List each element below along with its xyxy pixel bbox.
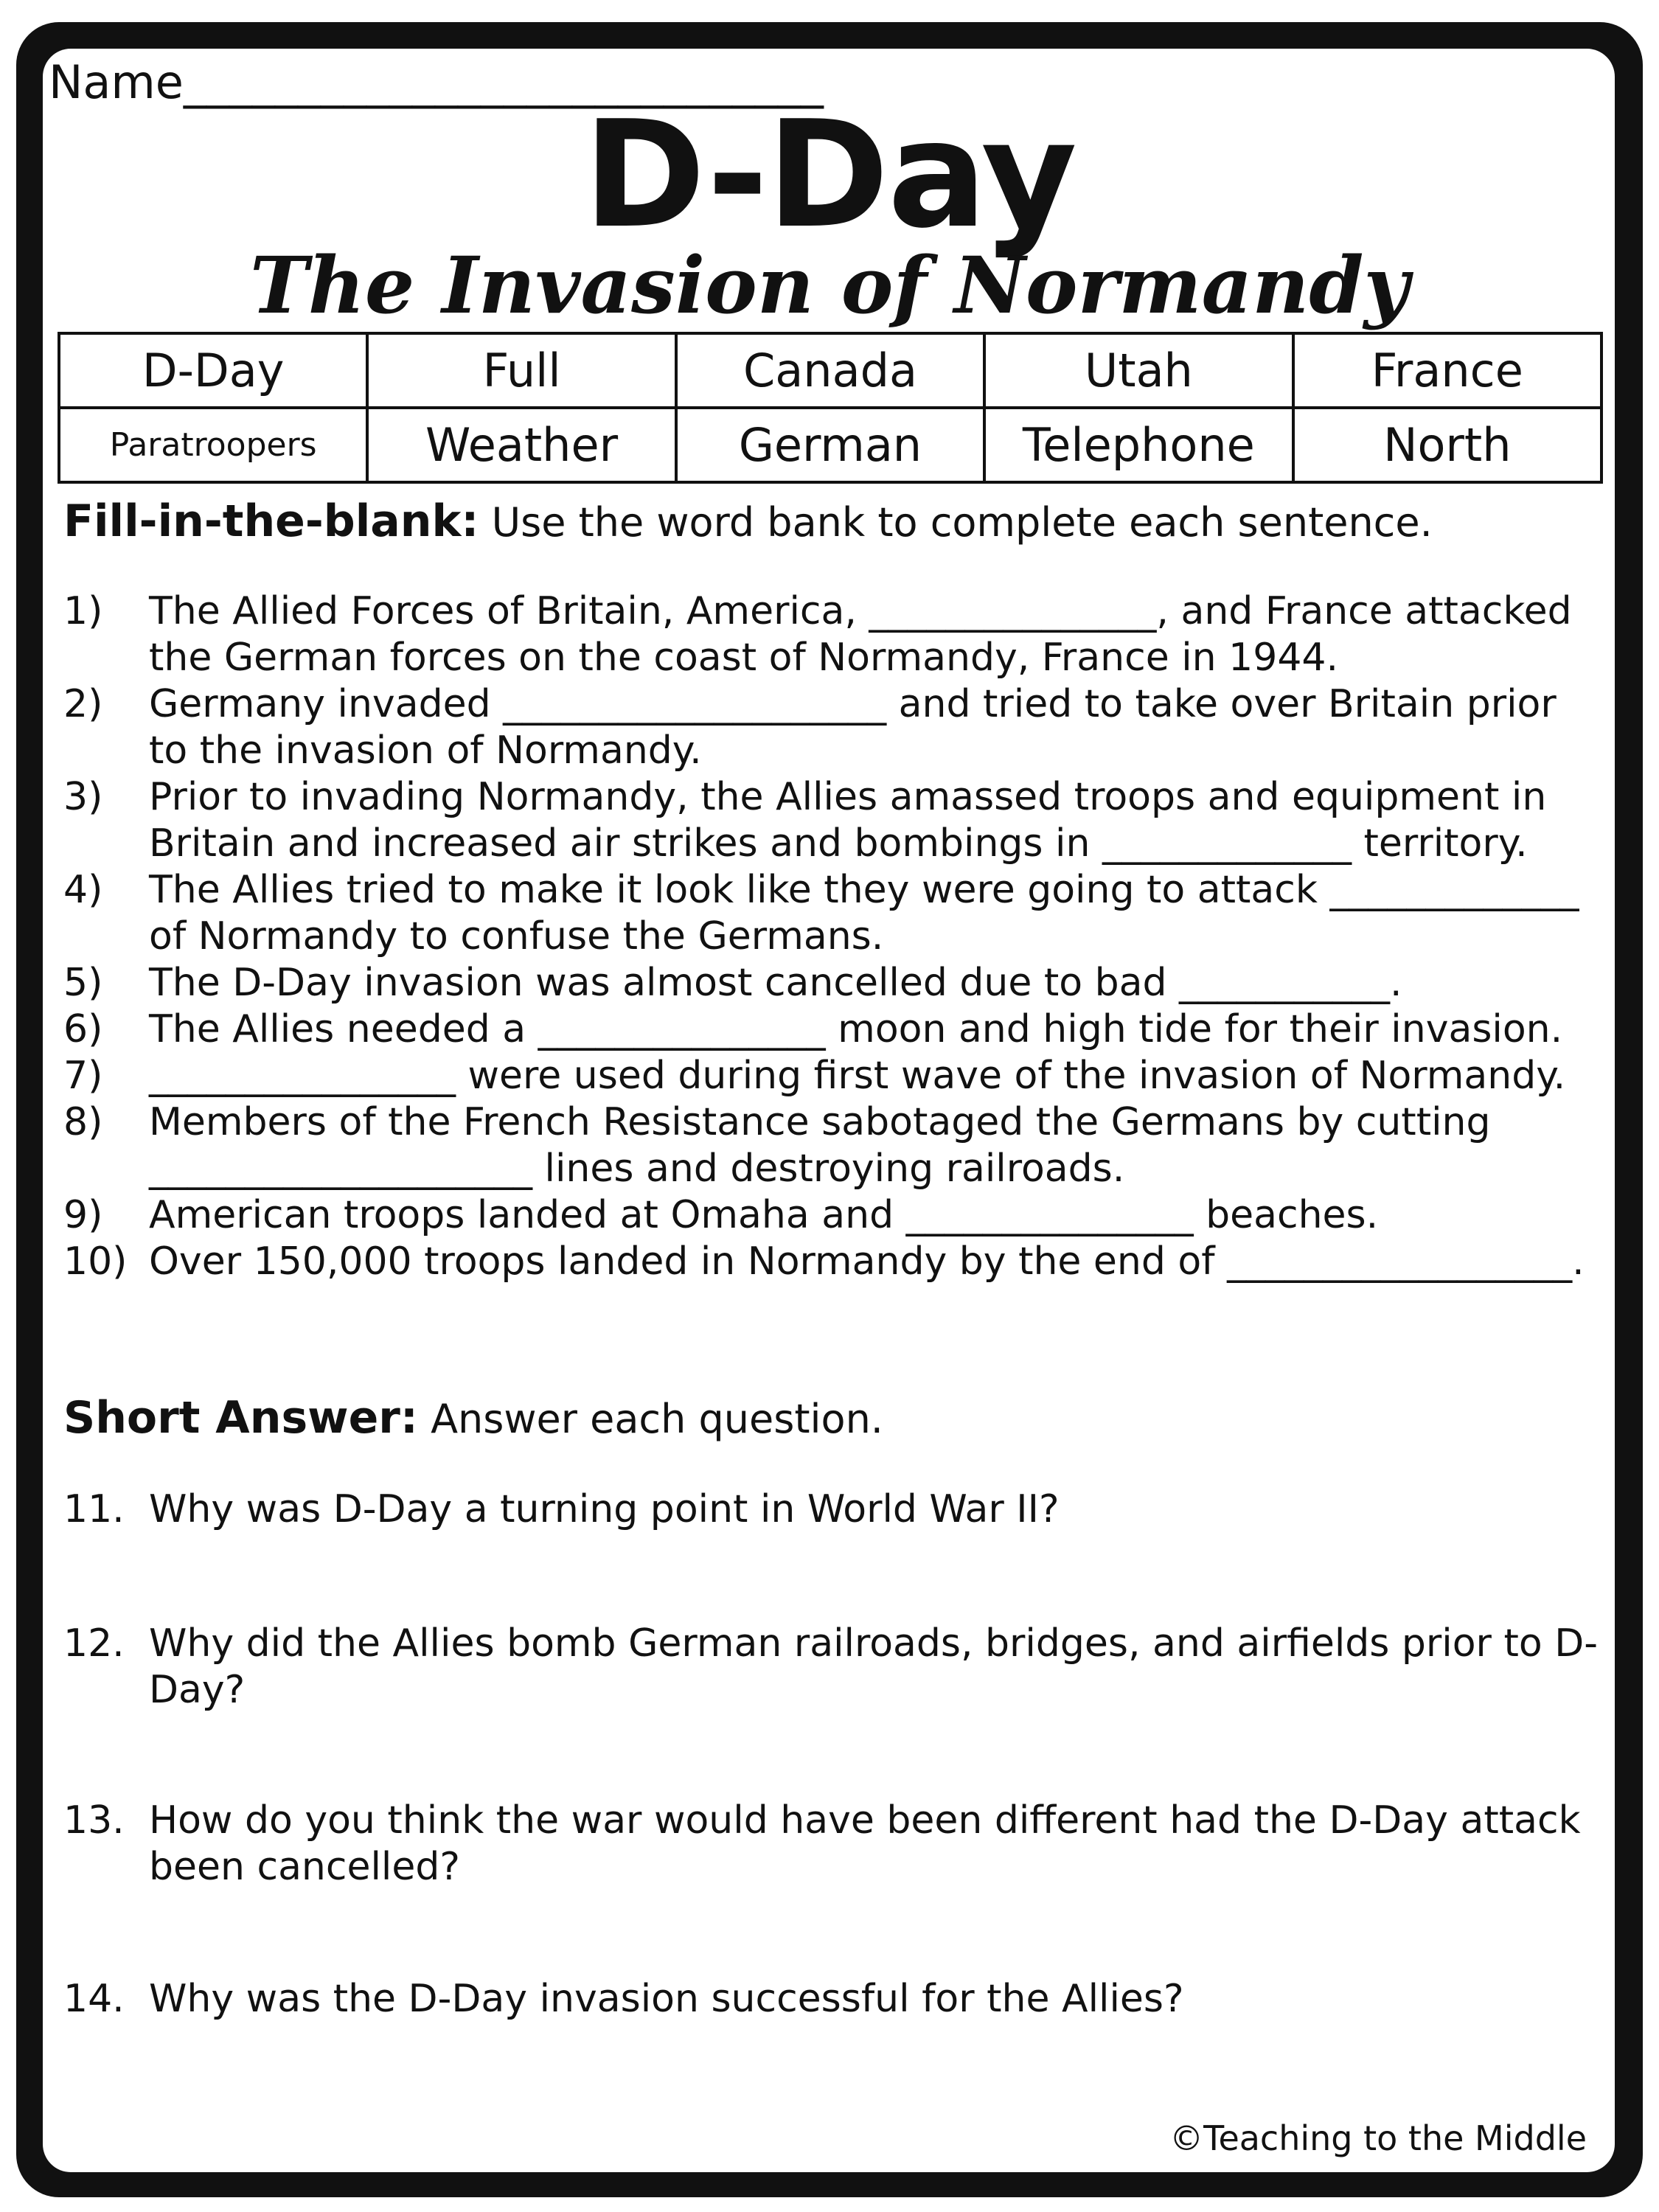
item-number: 7) — [63, 1054, 103, 1098]
word-bank-cell: German — [676, 408, 984, 482]
item-text: Why did the Allies bomb German railroads, bridges, and airfields prior to D-Day? — [149, 1621, 1599, 1712]
item-number: 9) — [63, 1193, 103, 1237]
fill-in-item[interactable] — [63, 1006, 1604, 1053]
item-number: 2) — [63, 682, 103, 726]
item-number: 14. — [63, 1977, 125, 2021]
item-text: How do you think the war would have been different had the D-Day attack been cancelled? — [149, 1798, 1581, 1889]
name-blank[interactable]: ____________________________ — [183, 55, 824, 109]
fill-in-item[interactable] — [63, 588, 1604, 681]
worksheet-title: D-Day — [583, 89, 1076, 261]
word-bank-row — [59, 408, 1601, 482]
item-number: 12. — [63, 1621, 125, 1666]
item-text: Germany invaded ____________________ and tried to take over Britain prior to the invasion of Normandy. — [149, 682, 1557, 773]
item-text: ________________ were used during first wave of the invasion of Normandy. — [149, 1054, 1566, 1098]
word-bank-cell: D-Day — [59, 333, 367, 408]
item-number: 13. — [63, 1798, 125, 1843]
fill-in-header — [63, 495, 1433, 549]
item-text: The Allies tried to make it look like they were going to attack _____________ of Normandy to confuse the Germans. — [149, 868, 1579, 959]
worksheet-subtitle: The Invasion of Normandy — [249, 239, 1410, 331]
item-text: Members of the French Resistance sabotaged the Germans by cutting ____________________ lines and destroying railroads. — [149, 1100, 1491, 1191]
copyright-footer: ©Teaching to the Middle — [1169, 2118, 1587, 2158]
fill-in-item[interactable] — [63, 867, 1604, 960]
word-bank — [58, 332, 1603, 484]
fill-in-item[interactable] — [63, 681, 1604, 774]
item-number: 6) — [63, 1007, 103, 1051]
item-number: 10) — [63, 1239, 128, 1284]
word-bank-cell: North — [1293, 408, 1601, 482]
name-label: Name — [49, 55, 184, 109]
word-bank-cell: France — [1293, 333, 1601, 408]
item-text: Why was the D-Day invasion successful for the Allies? — [149, 1977, 1184, 2021]
item-number: 8) — [63, 1100, 103, 1144]
short-answer-item[interactable] — [63, 1486, 1624, 1533]
word-bank-cell: Canada — [676, 333, 984, 408]
item-text: Over 150,000 troops landed in Normandy by the end of __________________. — [149, 1239, 1585, 1284]
word-bank-cell: Telephone — [984, 408, 1293, 482]
fill-in-item[interactable] — [63, 1192, 1604, 1239]
short-answer-instruction: Answer each question. — [431, 1396, 883, 1442]
fill-in-list — [63, 588, 1604, 1285]
fill-in-item[interactable] — [63, 960, 1604, 1006]
item-number: 4) — [63, 868, 103, 912]
fill-in-item[interactable] — [63, 1239, 1604, 1285]
item-text: The Allies needed a _______________ moon and high tide for their invasion. — [149, 1007, 1563, 1051]
item-number: 5) — [63, 961, 103, 1005]
fill-in-instruction: Use the word bank to complete each sentence. — [491, 499, 1433, 546]
word-bank-row — [59, 333, 1601, 408]
word-bank-cell: Weather — [367, 408, 675, 482]
word-bank-cell: Utah — [984, 333, 1293, 408]
item-number: 1) — [63, 589, 103, 633]
short-answer-item[interactable] — [63, 1976, 1624, 2023]
word-bank-cell: Full — [367, 333, 675, 408]
item-text: Why was D-Day a turning point in World War II? — [149, 1487, 1060, 1531]
short-answer-heading: Short Answer: — [63, 1392, 418, 1444]
item-text: Prior to invading Normandy, the Allies amassed troops and equipment in Britain and increased air strikes and bombings in _____________ territory. — [149, 775, 1547, 866]
item-text: The Allied Forces of Britain, America, _______________, and France attacked the German forces on the coast of Normandy, France in 1944. — [149, 589, 1572, 680]
item-text: American troops landed at Omaha and _______________ beaches. — [149, 1193, 1379, 1237]
short-answer-item[interactable] — [63, 1798, 1624, 1891]
fill-in-item[interactable] — [63, 1053, 1604, 1099]
item-number: 11. — [63, 1487, 125, 1531]
short-answer-item[interactable] — [63, 1621, 1624, 1714]
item-text: The D-Day invasion was almost cancelled due to bad ___________. — [149, 961, 1402, 1005]
short-answer-header — [63, 1392, 883, 1445]
fill-in-item[interactable] — [63, 1099, 1604, 1192]
item-number: 3) — [63, 775, 103, 819]
word-bank-cell: Paratroopers — [59, 408, 367, 482]
fill-in-item[interactable] — [63, 774, 1604, 867]
fill-in-heading: Fill-in-the-blank: — [63, 495, 479, 547]
